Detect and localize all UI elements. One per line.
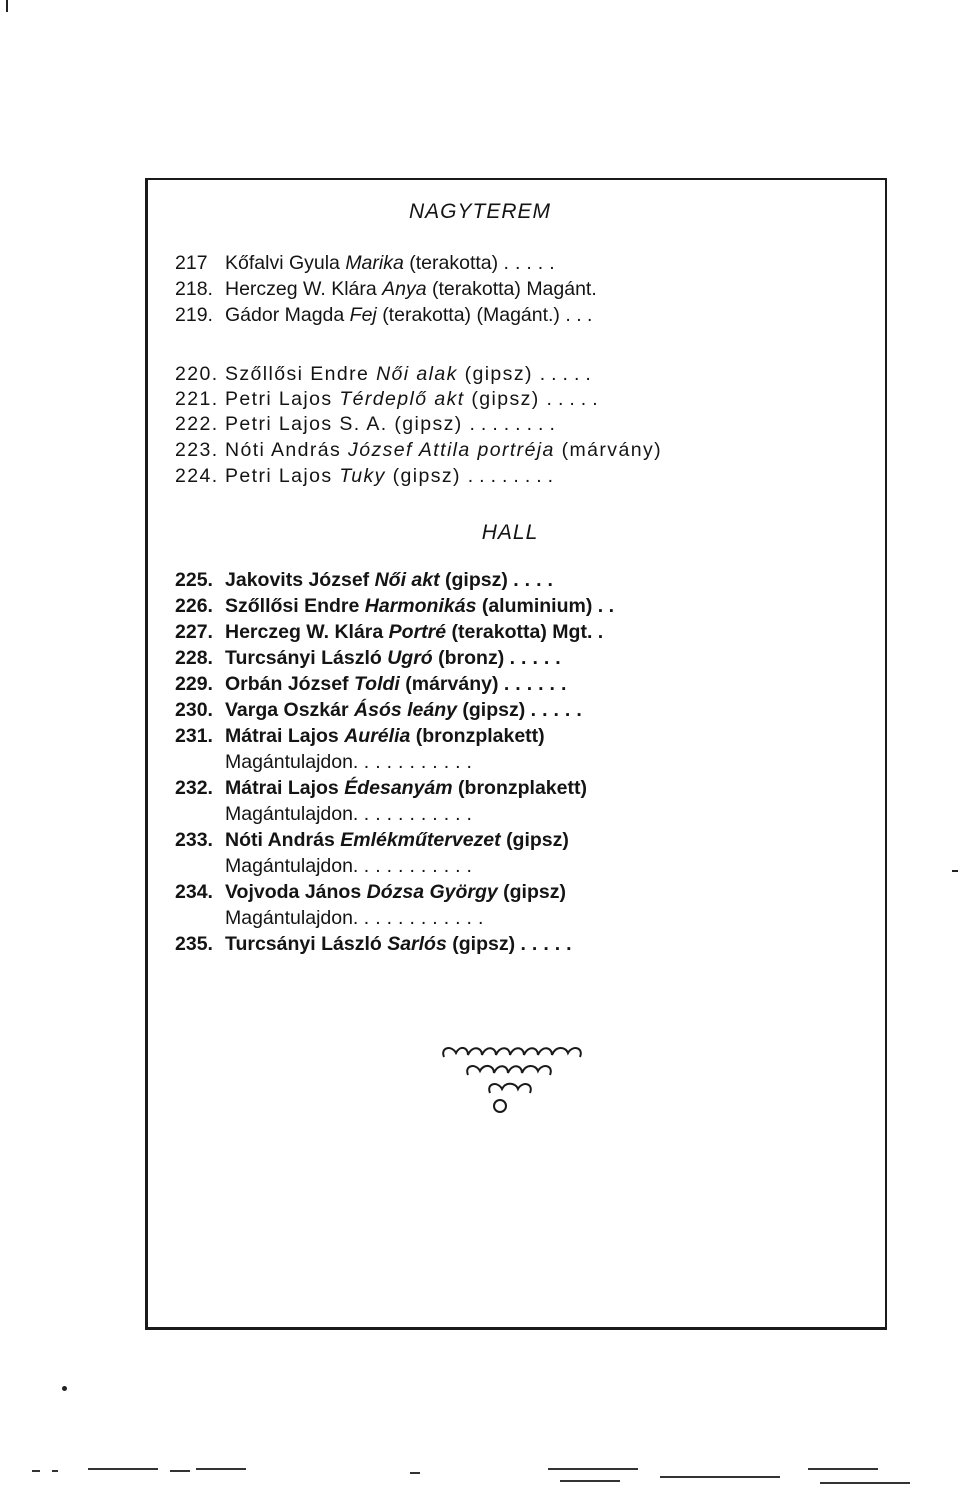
artwork-title: Dózsa György: [366, 881, 498, 903]
entry-number: 217: [175, 252, 208, 274]
artist-name: Szőllősi Endre: [225, 363, 370, 385]
artist-name: Szőllősi Endre: [225, 595, 360, 617]
artwork-title: Ásós leány: [354, 699, 457, 721]
artist-name: Mátrai Lajos: [225, 725, 339, 747]
artist-name: Jakovits József: [225, 569, 370, 591]
dot-leader: ...........: [363, 907, 490, 929]
catalog-entry: [175, 645, 735, 671]
artwork-title: Tuky: [339, 465, 386, 487]
catalog-entry: [175, 723, 735, 749]
ownership-note: Mgt.: [552, 621, 593, 643]
catalog-entry-continuation: [175, 853, 735, 879]
artwork-title: Aurélia: [344, 725, 411, 747]
entry-number: 229.: [175, 673, 213, 695]
catalog-entry: [175, 302, 735, 328]
artwork-material: (márvány): [405, 673, 499, 695]
artist-name: Nóti András: [225, 439, 342, 461]
entry-number: 219.: [175, 304, 213, 326]
entry-number: 225.: [175, 569, 213, 591]
artwork-material: (gipsz): [445, 569, 508, 591]
dot-leader: .....: [509, 647, 567, 669]
artwork-material: (gipsz): [471, 388, 540, 410]
ownership-note: Magántulajdon.: [225, 855, 359, 877]
artist-name: Nóti András: [225, 829, 335, 851]
dot-leader: .....: [546, 388, 604, 410]
dot-leader: . . .: [565, 304, 593, 326]
artist-name: Orbán József: [225, 673, 349, 695]
catalog-entry: [175, 931, 735, 957]
artwork-title: Sarlós: [387, 933, 447, 955]
artwork-material: (bronz): [438, 647, 505, 669]
artist-name: Mátrai Lajos: [225, 777, 339, 799]
dot-leader: ........: [467, 465, 560, 487]
artwork-title: Toldi: [353, 673, 400, 695]
stray-mark: [952, 870, 958, 872]
dot-leader: ..........: [363, 803, 478, 825]
catalog-entry-continuation: [175, 749, 735, 775]
catalog-entry: [175, 463, 735, 489]
artwork-material: (gipsz): [394, 413, 463, 435]
dot-leader: .....: [530, 699, 588, 721]
artwork-material: (terakotta): [409, 252, 499, 274]
catalog-entry: [175, 250, 735, 276]
entry-number: 223.: [175, 439, 219, 461]
artwork-material: (terakotta): [432, 278, 521, 300]
catalog-entry: [175, 671, 735, 697]
entry-number: 231.: [175, 725, 213, 747]
artist-name: Turcsányi László: [225, 933, 382, 955]
artwork-title: Női akt: [374, 569, 440, 591]
ownership-note: Magánt.: [526, 278, 597, 300]
catalog-entry: [175, 361, 735, 387]
entry-number: 220.: [175, 363, 219, 385]
artwork-material: (gipsz): [503, 881, 566, 903]
artwork-material: (bronzplakett): [458, 777, 587, 799]
ownership-note: Magántulajdon.: [225, 803, 359, 825]
entry-number: 228.: [175, 647, 213, 669]
artwork-title: Portré: [388, 621, 447, 643]
catalog-entry: [175, 386, 735, 412]
artist-name: Varga Oszkár: [225, 699, 349, 721]
section-heading-nagyterem: NAGYTEREM: [408, 200, 551, 223]
dot-leader: .....: [503, 252, 561, 274]
artwork-material: (gipsz): [462, 699, 526, 721]
dot-leader: ..........: [363, 751, 478, 773]
entry-number: 226.: [175, 595, 213, 617]
entry-number: 218.: [175, 278, 213, 300]
entry-number: 233.: [175, 829, 213, 851]
page-edge-mark: [6, 0, 8, 12]
dot-leader: .....: [539, 363, 597, 385]
artwork-title: Emlékműtervezet: [340, 829, 501, 851]
dot-leader: ....: [513, 569, 559, 591]
catalog-entry: [175, 411, 735, 437]
artist-name: Petri Lajos: [225, 465, 333, 487]
artwork-material: (gipsz): [392, 465, 461, 487]
artist-name: Herczeg W. Klára: [225, 621, 384, 643]
dot-leader: .: [597, 621, 604, 643]
decorative-ornament-icon: [438, 1043, 598, 1115]
artwork-material: (aluminium): [481, 595, 593, 617]
artwork-material: (terakotta): [382, 304, 472, 326]
entry-number: 234.: [175, 881, 213, 903]
catalog-entry: [175, 775, 735, 801]
artwork-title: József Attila portréja: [348, 439, 555, 461]
artwork-title: Anya: [382, 278, 427, 300]
artwork-material: (gipsz): [506, 829, 569, 851]
catalog-entry: [175, 697, 735, 723]
artwork-material: (bronzplakett): [415, 725, 545, 747]
catalog-entry: [175, 619, 735, 645]
entry-number: 232.: [175, 777, 213, 799]
stray-mark: [62, 1386, 67, 1391]
catalog-entry: [175, 437, 735, 463]
artwork-title: Ugró: [387, 647, 433, 669]
dot-leader: . .: [597, 595, 615, 617]
dot-leader: ......: [503, 673, 573, 695]
artist-name: Vojvoda János: [225, 881, 362, 903]
dot-leader: ........: [469, 413, 561, 435]
catalog-entry: [175, 567, 735, 593]
artist-name: Petri Lajos: [225, 388, 333, 410]
ownership-note: Magántulajdon.: [225, 751, 359, 773]
artist-name: Turcsányi László: [225, 647, 382, 669]
ownership-note: Magántulajdon.: [225, 907, 359, 929]
artwork-material: (gipsz): [452, 933, 516, 955]
artist-name: Herczeg W. Klára: [225, 278, 377, 300]
entry-number: 222.: [175, 413, 219, 435]
catalog-entry: [175, 827, 735, 853]
artwork-title: Marika: [345, 252, 404, 274]
catalog-entry-continuation: [175, 905, 735, 931]
artist-name: Gádor Magda: [225, 304, 345, 326]
artwork-title: Női alak: [376, 363, 458, 385]
artwork-material: (gipsz): [464, 363, 533, 385]
catalog-entry: [175, 593, 735, 619]
entry-number: 224.: [175, 465, 219, 487]
entry-number: 235.: [175, 933, 213, 955]
artwork-title: Térdeplő akt: [339, 388, 465, 410]
artist-name: Kőfalvi Gyula: [225, 252, 340, 274]
dot-leader: ..........: [363, 855, 478, 877]
entry-number: 221.: [175, 388, 219, 410]
artwork-title: Harmonikás: [364, 595, 477, 617]
catalog-entry: [175, 276, 735, 302]
dot-leader: .....: [520, 933, 578, 955]
entry-number: 227.: [175, 621, 213, 643]
entry-number: 230.: [175, 699, 213, 721]
artwork-title: Fej: [349, 304, 377, 326]
catalog-entry-continuation: [175, 801, 735, 827]
section-heading-hall: HALL: [481, 521, 539, 544]
artwork-material: (terakotta): [451, 621, 547, 643]
artwork-material: (márvány): [561, 439, 662, 461]
artist-name: Petri Lajos S. A.: [225, 413, 388, 435]
catalog-entry: [175, 879, 735, 905]
ownership-note: (Magánt.): [476, 304, 560, 326]
artwork-title: Édesanyám: [344, 777, 453, 799]
